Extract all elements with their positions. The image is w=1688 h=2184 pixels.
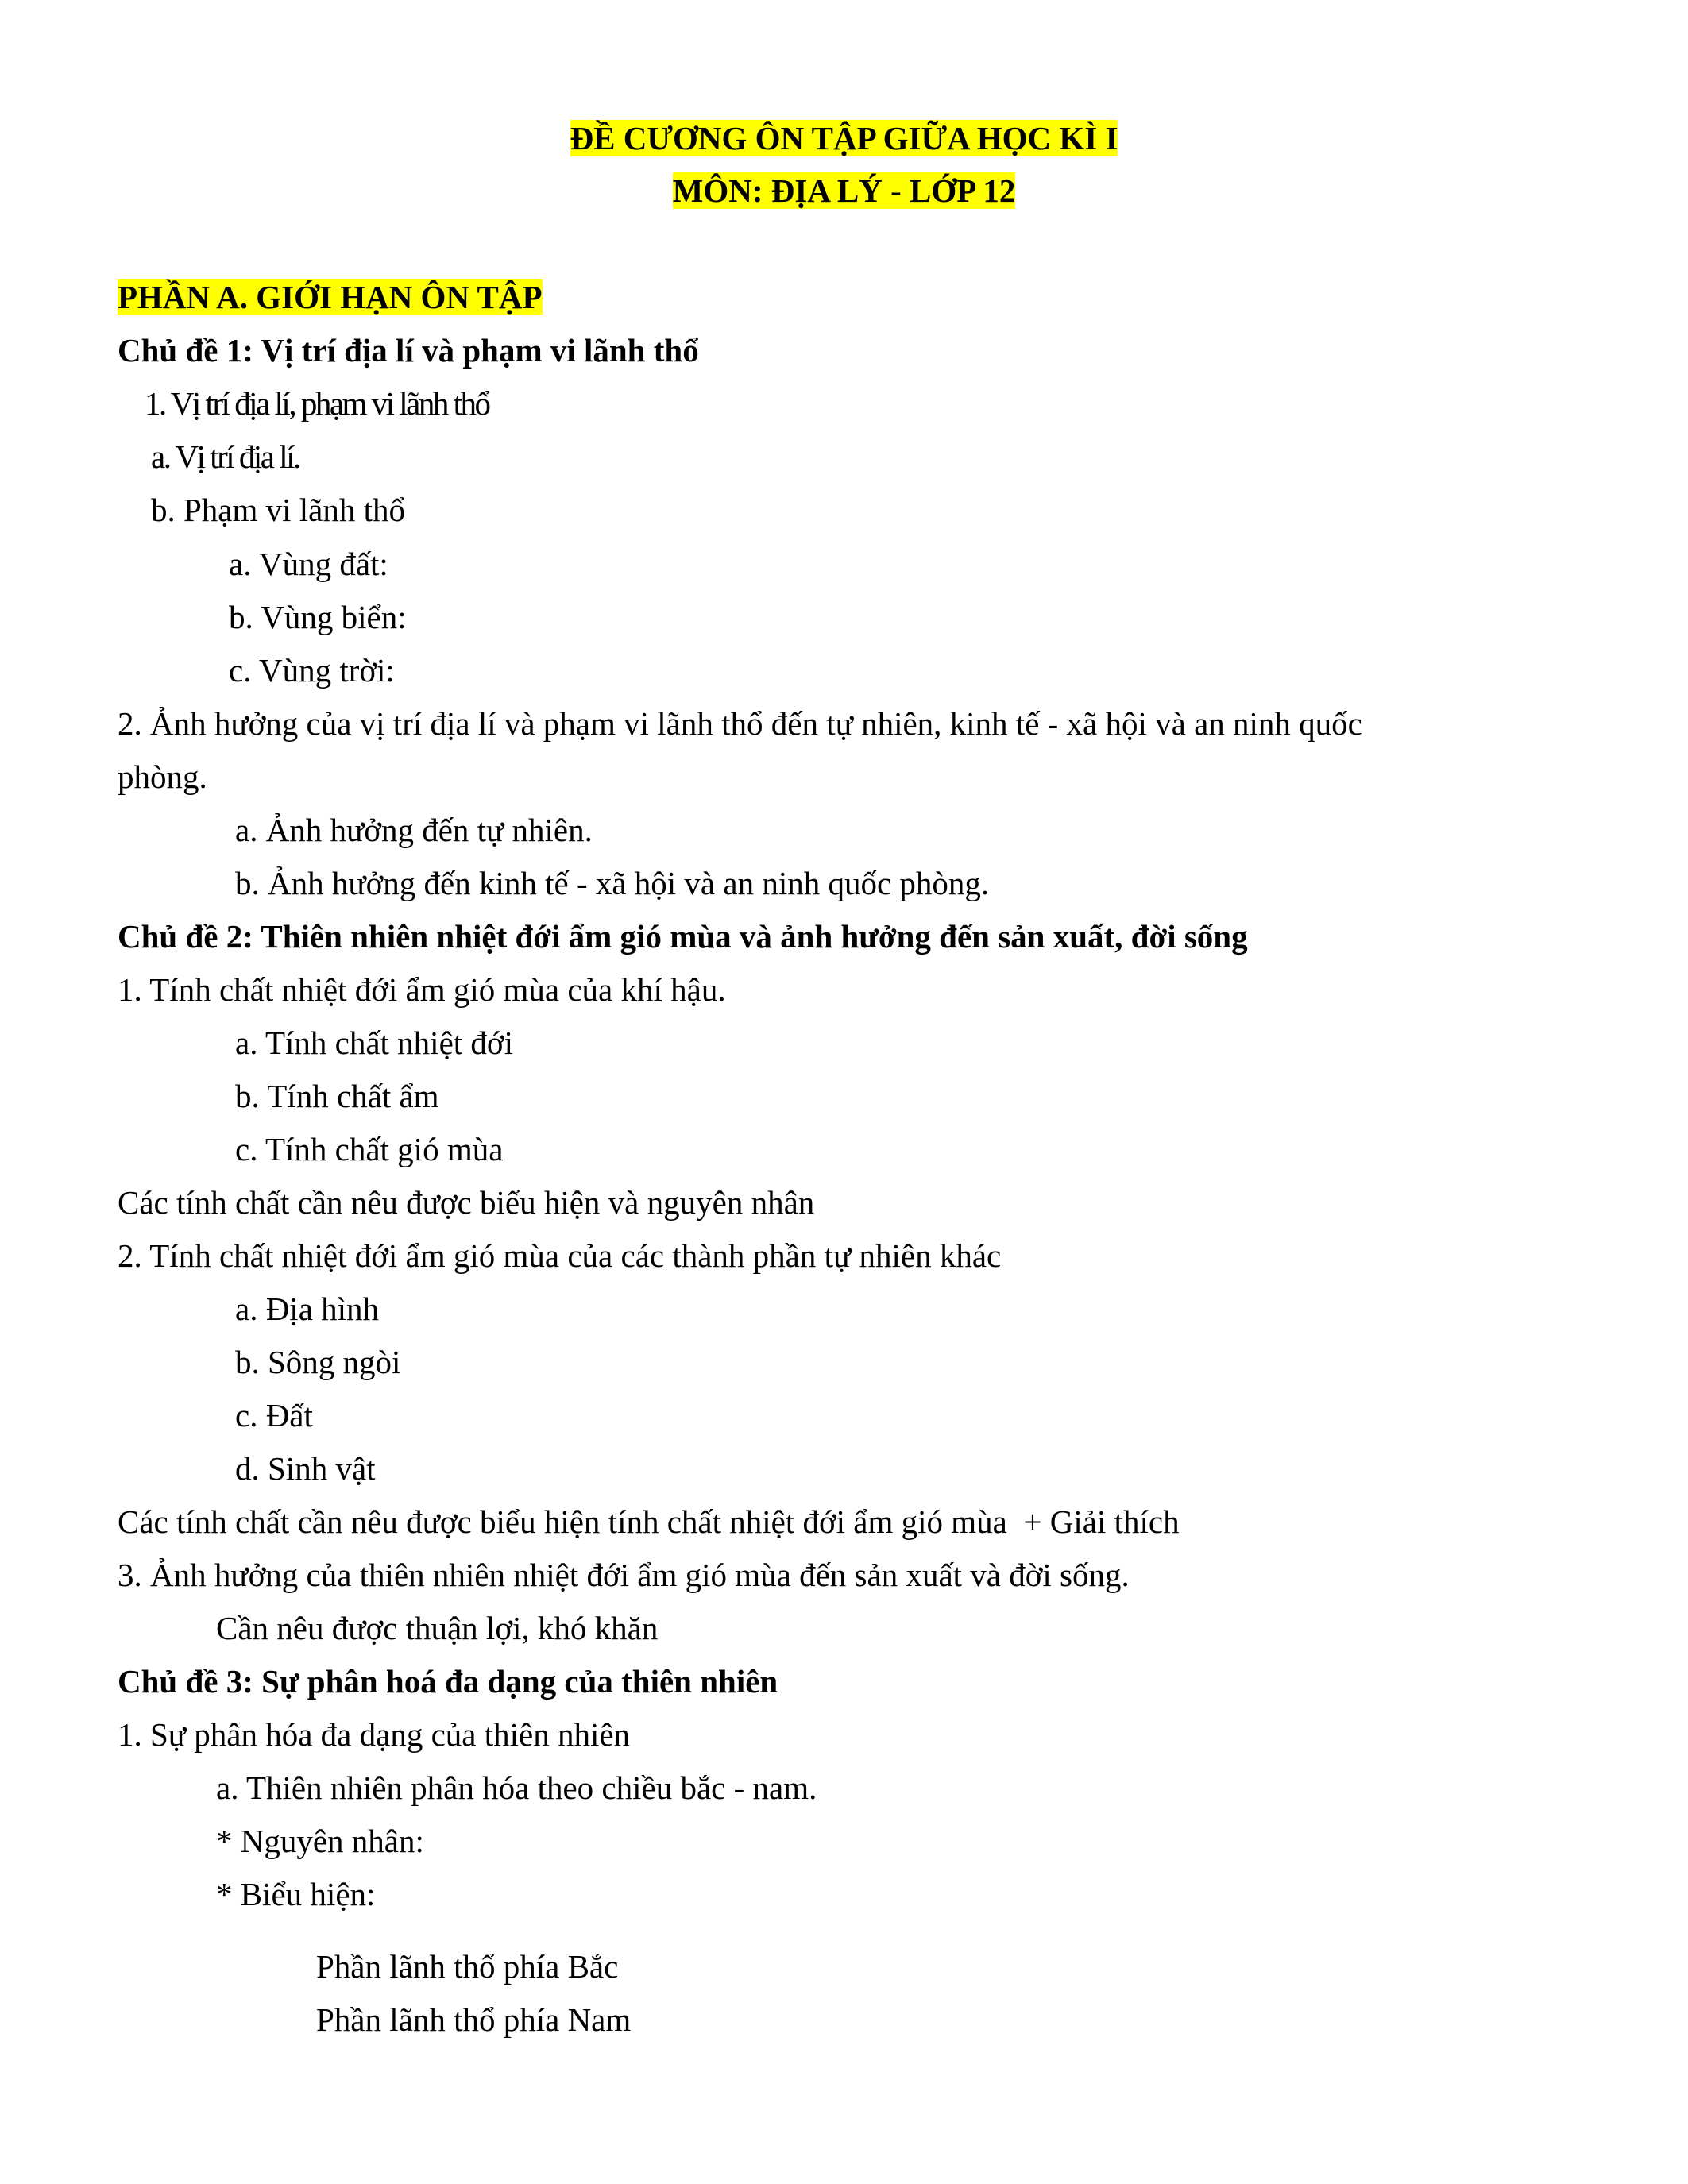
topic-1-item-2-line-2: phòng. <box>118 758 207 795</box>
topic-2-item-2a: a. Địa hình <box>235 1291 380 1327</box>
title-line-2-text: MÔN: ĐỊA LÝ - LỚP 12 <box>672 172 1016 209</box>
topic-2-item-2: 2. Tính chất nhiệt đới ẩm gió mùa của các thành phần tự nhiên khác <box>118 1237 1002 1274</box>
topic-2-heading: Chủ đề 2: Thiên nhiên nhiệt đới ẩm gió mùa và ảnh hưởng đến sản xuất, đời sống <box>118 918 1248 955</box>
title-line-2 <box>0 172 1688 210</box>
topic-3-south: Phần lãnh thổ phía Nam <box>316 2001 632 2038</box>
topic-1-item-1b-a: a. Vùng đất: <box>229 546 388 582</box>
topic-3-item-1: 1. Sự phân hóa đa dạng của thiên nhiên <box>118 1716 631 1753</box>
part-a-heading <box>118 278 543 316</box>
topic-1-item-1: 1. Vị trí địa lí, phạm vi lãnh thổ <box>145 385 489 422</box>
topic-2-item-1b: b. Tính chất ẩm <box>235 1078 439 1114</box>
topic-1-item-1b: b. Phạm vi lãnh thổ <box>151 492 406 528</box>
topic-1-item-2a: a. Ảnh hưởng đến tự nhiên. <box>235 812 593 848</box>
topic-1-item-1b-b: b. Vùng biển: <box>229 599 407 635</box>
topic-1-heading: Chủ đề 1: Vị trí địa lí và phạm vi lãnh thổ <box>118 332 699 369</box>
topic-2-item-2c: c. Đất <box>235 1397 313 1433</box>
topic-3-manifest: * Biểu hiện: <box>216 1876 376 1912</box>
topic-1-item-2b: b. Ảnh hưởng đến kinh tế - xã hội và an ninh quốc phòng. <box>235 865 990 901</box>
topic-3-north: Phần lãnh thổ phía Bắc <box>316 1948 619 1985</box>
topic-2-item-1c: c. Tính chất gió mùa <box>235 1131 504 1167</box>
topic-2-item-2d: d. Sinh vật <box>235 1450 376 1487</box>
title-line-1 <box>0 119 1688 157</box>
topic-1-item-1b-c: c. Vùng trời: <box>229 652 395 689</box>
topic-2-item-1a: a. Tính chất nhiệt đới <box>235 1024 513 1061</box>
topic-2-note-2: Các tính chất cần nêu được biểu hiện tính chất nhiệt đới ẩm gió mùa + Giải thích <box>118 1503 1180 1540</box>
title-line-1-text: ĐỀ CƯƠNG ÔN TẬP GIỮA HỌC KÌ I <box>570 120 1118 156</box>
topic-3-heading: Chủ đề 3: Sự phân hoá đa dạng của thiên nhiên <box>118 1663 778 1700</box>
topic-2-item-1: 1. Tính chất nhiệt đới ẩm gió mùa của khí hậu. <box>118 971 726 1008</box>
topic-3-item-1a: a. Thiên nhiên phân hóa theo chiều bắc - nam. <box>216 1769 817 1806</box>
topic-2-item-2b: b. Sông ngòi <box>235 1344 401 1380</box>
topic-2-item-3: 3. Ảnh hưởng của thiên nhiên nhiệt đới ẩm gió mùa đến sản xuất và đời sống. <box>118 1557 1130 1593</box>
topic-3-cause: * Nguyên nhân: <box>216 1823 424 1859</box>
topic-1-item-1a: a. Vị trí địa lí. <box>151 438 299 475</box>
topic-2-note-3: Cần nêu được thuận lợi, khó khăn <box>216 1610 659 1646</box>
part-a-heading-text: PHẦN A. GIỚI HẠN ÔN TẬP <box>118 279 543 315</box>
topic-1-item-2-line-1: 2. Ảnh hưởng của vị trí địa lí và phạm vi lãnh thổ đến tự nhiên, kinh tế - xã hội và an ninh quốc <box>118 705 1362 742</box>
topic-2-note-1: Các tính chất cần nêu được biểu hiện và nguyên nhân <box>118 1184 815 1221</box>
